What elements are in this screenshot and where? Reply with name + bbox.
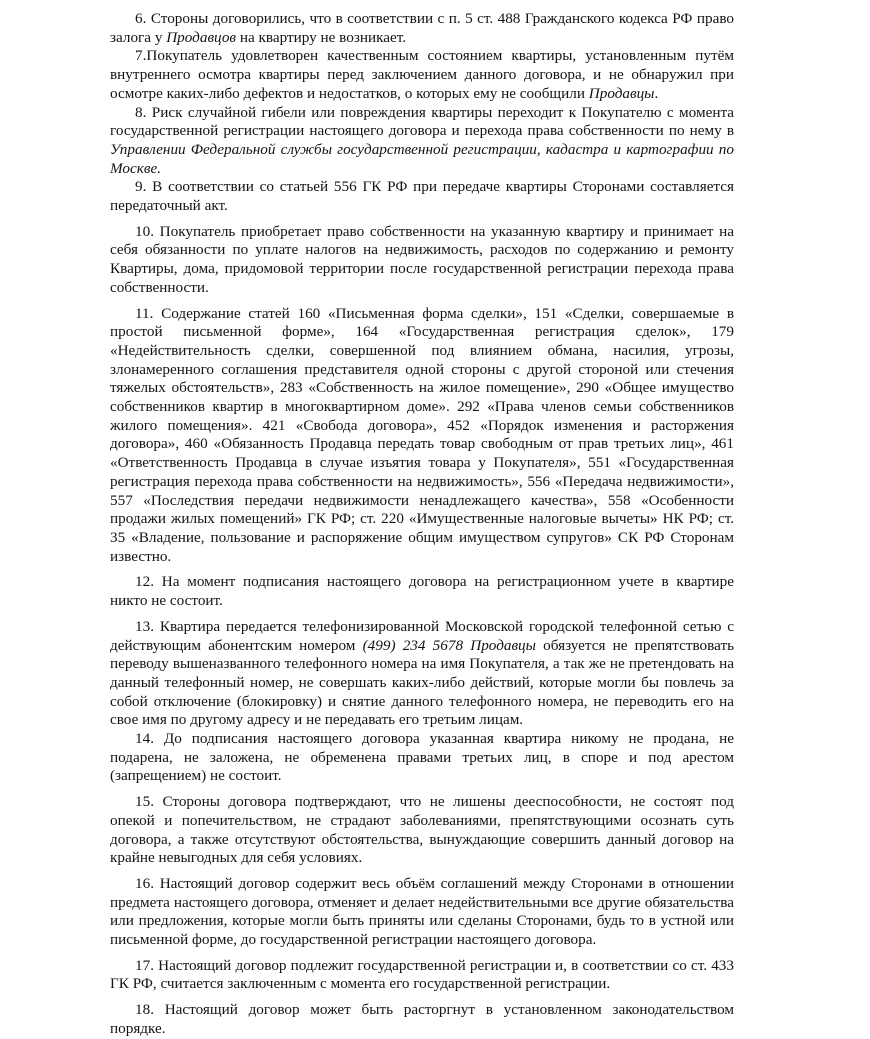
clause-text-italic: Продавцы (588, 84, 655, 102)
clause-number: 10. (135, 222, 154, 240)
clause-text: Стороны договорились, что в соответствии с п. 5 ст. 488 Гражданского кодекса РФ право залога у (110, 10, 734, 46)
clause-8 (110, 104, 734, 179)
clause-15 (110, 793, 734, 868)
clause-text: Квартира передается телефонизированной Московской городской телефонной сетью с действующим абонентским номером (110, 617, 735, 654)
clause-text: Стороны договора подтверждают, что не лишены дееспособности, не состоят под опекой и попечительством, не страдают заболеваниями, препятствующими осознать суть договора, а также отсутствуют обстоятельства, вынуждающие совершить данный договор на крайне невыгодных для себя условиях. (110, 793, 735, 867)
clause-number: 13. (135, 617, 154, 635)
clause-number: 8. (135, 103, 147, 121)
clause-text-italic: Управлении Федеральной службы государственной регистрации, кадастра и картографии по Москве. (110, 140, 734, 177)
clause-17 (110, 957, 734, 994)
phone-number: (499) 234 5678 Продавцы (362, 636, 536, 654)
clause-14 (110, 730, 734, 786)
clause-16 (110, 875, 734, 950)
clause-text-italic: Продавцов (166, 28, 237, 46)
clause-7 (110, 47, 734, 103)
clause-number: 17. (135, 956, 154, 974)
clause-number: 16. (135, 874, 154, 892)
contract-page (110, 10, 734, 1039)
clause-10 (110, 223, 734, 298)
clause-text: В соответствии со статьей 556 ГК РФ при передаче квартиры Сторонами составляется передаточный акт. (110, 178, 734, 215)
clause-text: Настоящий договор подлежит государственной регистрации и, в соответствии со ст. 433 ГК РФ, считается заключенным с момента его государственной регистрации. (110, 956, 734, 993)
clause-text: Содержание статей 160 «Письменная форма сделки», 151 «Сделки, совершаемые в простой письменной форме», 164 «Государственная регистрация сделок», 179 «Недействительность сделки, совершенной под влиянием обмана, насилия, угрозы, злонамеренного соглашения представителя одной стороны с другой стороной или стечения тяжелых обстоятельств», 283 «Собственность на жилое помещение», 290 «Общее имущество собственников квартир в многоквартирном доме». 292 «Права членов семьи собственников жилого помещения». 421 «Свобода договора», 452 «Порядок изменения и расторжения договора», 460 «Обязанность Продавца передать товар свободным от прав третьих лиц», 461 «Ответственность Продавца в случае изъятия товара у Покупателя», 551 «Государственная регистрация перехода права собственности на недвижимость», 556 «Передача недвижимости», 557 «Последствия передачи недвижимости ненадлежащего качества», 558 «Особенности продажи жилых помещений» ГК РФ; ст. 220 «Имущественные налоговые вычеты» НК РФ; ст. 35 «Владение, пользование и распоряжение общим имуществом супругов» СК РФ Сторонам известно. (110, 304, 734, 565)
clause-text: На момент подписания настоящего договора на регистрационном учете в квартире никто не состоит. (110, 573, 735, 610)
clause-text: обязуется не препятствовать переводу вышеназванного телефонного номера на имя Покупателя, а так же не претендовать на данный телефонный номер, не совершать каких-либо действий, которые могли бы повлечь за собой отключение (блокировку) и снятие данного телефонного номера, не переводить его на свое имя по другому адресу и не передавать его третьим лицам. (110, 636, 735, 729)
clause-text: Риск случайной гибели или повреждения квартиры переходит к Покупателю с момента государственной регистрации настоящего договора и перехода права собственности по нему в (110, 103, 735, 140)
clause-13 (110, 618, 734, 730)
clause-number: 7. (135, 47, 147, 65)
clause-number: 9. (135, 178, 147, 196)
clause-number: 18. (135, 1001, 154, 1019)
clause-number: 14. (135, 730, 154, 748)
clause-11 (110, 305, 734, 567)
clause-6 (110, 10, 734, 47)
clause-text: Покупатель удовлетворен качественным состоянием квартиры, установленным путём внутреннего осмотра квартиры перед заключением данного договора, и не обнаружил при осмотре каких-либо дефектов и недостатков, о которых ему не сообщили (110, 47, 734, 102)
clause-number: 12. (135, 573, 154, 591)
clause-text: . (654, 84, 659, 102)
clause-18 (110, 1001, 734, 1038)
clause-number: 15. (135, 793, 154, 811)
clause-number: 6. (135, 10, 147, 27)
clause-12 (110, 573, 734, 610)
clause-9 (110, 178, 734, 215)
clause-text: До подписания настоящего договора указанная квартира никому не продана, не подарена, не заложена, не обременена правами третьих лиц, в споре и под арестом (запрещением) не состоит. (110, 730, 735, 785)
clause-text: Настоящий договор может быть расторгнут в установленном законодательством порядке. (110, 1001, 734, 1037)
clause-text: Покупатель приобретает право собственности на указанную квартиру и принимает на себя обязанности по уплате налогов на недвижимость, расходов по содержанию и ремонту Квартиры, дома, придомовой территории после государственной регистрации перехода права собственности. (110, 222, 734, 296)
clause-text: Настоящий договор содержит весь объём соглашений между Сторонами в отношении предмета настоящего договора, отменяет и делает недействительными все другие обязательства или предложения, которые могли быть приняты или сделаны Сторонами, будь то в устной или письменной форме, до государственной регистрации настоящего договора. (110, 874, 734, 949)
clause-number: 11. (135, 304, 154, 322)
clause-text: на квартиру не возникает. (236, 28, 407, 46)
